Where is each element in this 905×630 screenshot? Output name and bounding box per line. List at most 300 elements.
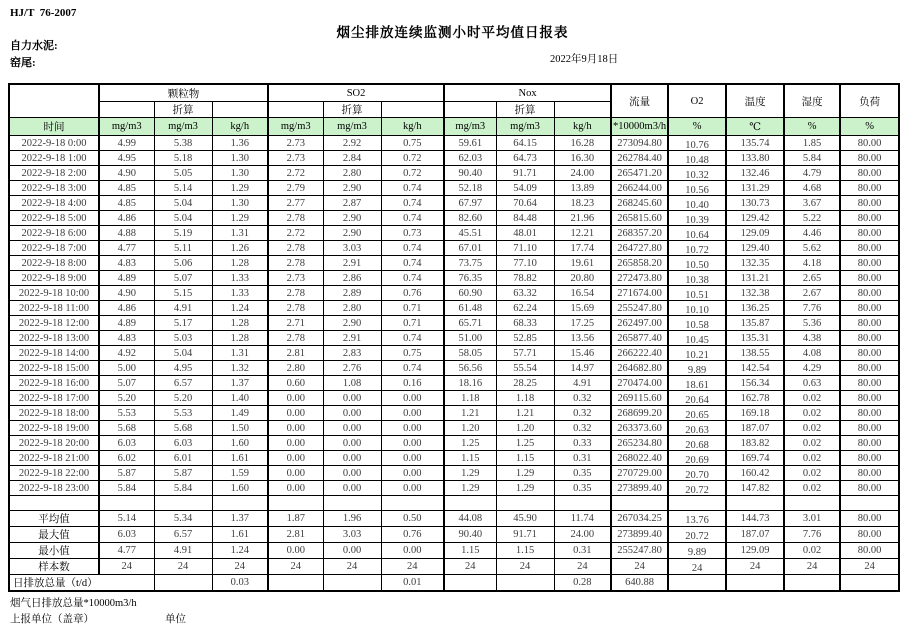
value-cell: 268357.20 [611, 226, 668, 241]
unit-header: mg/m3 [99, 118, 154, 136]
value-cell: 5.07 [154, 271, 212, 286]
value-cell: 265815.60 [611, 211, 668, 226]
value-cell: 10.64 [668, 226, 726, 241]
value-cell: 1.29 [496, 481, 554, 496]
value-cell: 1.15 [496, 451, 554, 466]
value-cell: 4.90 [99, 286, 154, 301]
value-cell: 2.73 [268, 136, 323, 151]
value-cell: 6.01 [154, 451, 212, 466]
spacer-cell [9, 496, 99, 511]
value-cell: 3.67 [784, 196, 840, 211]
value-cell: 0.00 [268, 391, 323, 406]
value-cell: 2.91 [323, 331, 381, 346]
value-cell [154, 575, 212, 592]
value-cell: 80.00 [840, 481, 899, 496]
value-cell: 0.00 [323, 406, 381, 421]
spacer-cell [840, 496, 899, 511]
value-cell: 84.48 [496, 211, 554, 226]
value-cell: 132.46 [726, 166, 784, 181]
value-cell: 80.00 [840, 271, 899, 286]
table-header [9, 84, 899, 136]
value-cell: 10.50 [668, 256, 726, 271]
table-row [9, 196, 899, 211]
group-humidity: 湿度 [784, 84, 840, 118]
value-cell: 1.24 [212, 543, 268, 559]
value-cell: 5.36 [784, 316, 840, 331]
value-cell: 80.00 [840, 527, 899, 543]
value-cell: 5.03 [154, 331, 212, 346]
group-nox: Nox [444, 84, 611, 102]
value-cell: 0.00 [381, 421, 444, 436]
unit-header: % [668, 118, 726, 136]
header-row-groups [9, 84, 899, 102]
value-cell: 1.15 [444, 543, 496, 559]
value-cell: 80.00 [840, 211, 899, 226]
value-cell: 131.21 [726, 271, 784, 286]
value-cell: 4.77 [99, 241, 154, 256]
value-cell: 17.74 [554, 241, 611, 256]
value-cell: 16.30 [554, 151, 611, 166]
value-cell: 183.82 [726, 436, 784, 451]
value-cell: 0.03 [212, 575, 268, 592]
flue-gas-total-label: 烟气日排放总量*10000m3/h [10, 598, 137, 609]
value-cell: 2.91 [323, 256, 381, 271]
value-cell: 90.40 [444, 527, 496, 543]
value-cell: 0.32 [554, 406, 611, 421]
group-pm: 颗粒物 [99, 84, 268, 102]
value-cell: 20.72 [668, 527, 726, 543]
value-cell: 0.00 [323, 466, 381, 481]
value-cell: 0.02 [784, 481, 840, 496]
value-cell: 24 [212, 559, 268, 575]
value-cell: 6.03 [99, 527, 154, 543]
value-cell: 59.61 [444, 136, 496, 151]
unit-header: *10000m3/h [611, 118, 668, 136]
value-cell: 90.40 [444, 166, 496, 181]
value-cell: 6.02 [99, 451, 154, 466]
value-cell: 268245.60 [611, 196, 668, 211]
spacer-cell [611, 496, 668, 511]
value-cell: 187.07 [726, 421, 784, 436]
value-cell: 73.75 [444, 256, 496, 271]
value-cell: 0.16 [381, 376, 444, 391]
unit-header: mg/m3 [496, 118, 554, 136]
value-cell: 1.37 [212, 376, 268, 391]
value-cell: 273094.80 [611, 136, 668, 151]
header-row-units [9, 118, 899, 136]
table-row [9, 136, 899, 151]
value-cell: 264682.80 [611, 361, 668, 376]
value-cell: 13.76 [668, 511, 726, 527]
value-cell: 0.00 [381, 436, 444, 451]
table-row [9, 271, 899, 286]
value-cell: 136.25 [726, 301, 784, 316]
value-cell: 20.69 [668, 451, 726, 466]
time-column-header: 时间 [9, 118, 99, 136]
value-cell: 0.00 [268, 406, 323, 421]
report-unit-label: 上报单位（盖章） [10, 614, 94, 625]
spacer-cell [212, 496, 268, 511]
value-cell: 80.00 [840, 316, 899, 331]
value-cell: 57.71 [496, 346, 554, 361]
unit-label: 单位 [165, 614, 186, 625]
value-cell: 138.55 [726, 346, 784, 361]
value-cell: 0.31 [554, 451, 611, 466]
value-cell: 52.85 [496, 331, 554, 346]
value-cell: 266222.40 [611, 346, 668, 361]
value-cell: 1.37 [212, 511, 268, 527]
value-cell: 1.08 [323, 376, 381, 391]
value-cell: 271674.00 [611, 286, 668, 301]
value-cell: 80.00 [840, 376, 899, 391]
value-cell: 24.00 [554, 166, 611, 181]
time-cell: 2022-9-18 5:00 [9, 211, 99, 226]
spacer-cell [784, 496, 840, 511]
value-cell: 5.05 [154, 166, 212, 181]
spacer-cell [154, 496, 212, 511]
value-cell: 267034.25 [611, 511, 668, 527]
value-cell: 4.77 [99, 543, 154, 559]
value-cell: 0.00 [323, 421, 381, 436]
table-row [9, 421, 899, 436]
time-cell: 2022-9-18 6:00 [9, 226, 99, 241]
table-row [9, 286, 899, 301]
value-cell: 5.87 [99, 466, 154, 481]
value-cell: 1.60 [212, 436, 268, 451]
spacer-row [9, 496, 899, 511]
value-cell: 62.24 [496, 301, 554, 316]
value-cell: 0.00 [268, 421, 323, 436]
value-cell: 0.75 [381, 136, 444, 151]
value-cell: 0.74 [381, 211, 444, 226]
value-cell: 24 [840, 559, 899, 575]
value-cell: 68.33 [496, 316, 554, 331]
value-cell: 0.02 [784, 466, 840, 481]
value-cell: 2.83 [323, 346, 381, 361]
group-temperature: 温度 [726, 84, 784, 118]
time-cell: 2022-9-18 20:00 [9, 436, 99, 451]
value-cell: 273899.40 [611, 527, 668, 543]
value-cell: 1.29 [444, 466, 496, 481]
value-cell: 5.04 [154, 196, 212, 211]
value-cell: 48.01 [496, 226, 554, 241]
value-cell: 67.01 [444, 241, 496, 256]
value-cell [268, 575, 323, 592]
value-cell: 80.00 [840, 466, 899, 481]
value-cell: 77.10 [496, 256, 554, 271]
value-cell: 0.00 [268, 451, 323, 466]
value-cell: 131.29 [726, 181, 784, 196]
value-cell: 255247.80 [611, 543, 668, 559]
kiln-label: 窑尾: [10, 57, 36, 69]
value-cell: 0.00 [323, 391, 381, 406]
value-cell: 187.07 [726, 527, 784, 543]
time-cell: 2022-9-18 0:00 [9, 136, 99, 151]
value-cell: 5.68 [99, 421, 154, 436]
value-cell: 28.25 [496, 376, 554, 391]
value-cell: 10.76 [668, 136, 726, 151]
value-cell: 1.31 [212, 226, 268, 241]
value-cell: 80.00 [840, 346, 899, 361]
value-cell: 269115.60 [611, 391, 668, 406]
value-cell: 1.18 [496, 391, 554, 406]
value-cell: 1.33 [212, 271, 268, 286]
time-cell: 2022-9-18 12:00 [9, 316, 99, 331]
time-cell: 2022-9-18 4:00 [9, 196, 99, 211]
value-cell: 1.33 [212, 286, 268, 301]
value-cell: 255247.80 [611, 301, 668, 316]
value-cell: 10.10 [668, 301, 726, 316]
value-cell: 2.81 [268, 346, 323, 361]
value-cell: 80.00 [840, 286, 899, 301]
value-cell [668, 575, 726, 592]
value-cell: 56.56 [444, 361, 496, 376]
summary-row [9, 511, 899, 527]
value-cell: 156.34 [726, 376, 784, 391]
value-cell: 4.38 [784, 331, 840, 346]
pm-conversion-label: 折算 [154, 102, 212, 118]
value-cell: 10.58 [668, 316, 726, 331]
value-cell: 1.32 [212, 361, 268, 376]
value-cell: 4.79 [784, 166, 840, 181]
value-cell: 2.90 [323, 181, 381, 196]
value-cell: 1.20 [444, 421, 496, 436]
value-cell: 24 [726, 559, 784, 575]
value-cell: 4.95 [99, 151, 154, 166]
value-cell: 10.40 [668, 196, 726, 211]
value-cell: 4.89 [99, 316, 154, 331]
table-row [9, 166, 899, 181]
time-cell: 2022-9-18 19:00 [9, 421, 99, 436]
value-cell: 5.84 [154, 481, 212, 496]
value-cell: 0.00 [268, 481, 323, 496]
value-cell: 24 [154, 559, 212, 575]
value-cell: 0.33 [554, 436, 611, 451]
value-cell: 24 [668, 559, 726, 575]
value-cell: 63.32 [496, 286, 554, 301]
value-cell: 129.09 [726, 226, 784, 241]
value-cell: 0.00 [323, 451, 381, 466]
nox-conversion-label: 折算 [496, 102, 554, 118]
value-cell: 5.00 [99, 361, 154, 376]
value-cell: 1.29 [444, 481, 496, 496]
unit-header: kg/h [554, 118, 611, 136]
value-cell: 130.73 [726, 196, 784, 211]
company-label: 自力水泥: [10, 40, 58, 52]
value-cell: 91.71 [496, 166, 554, 181]
value-cell: 0.02 [784, 436, 840, 451]
value-cell: 1.36 [212, 136, 268, 151]
value-cell: 0.74 [381, 271, 444, 286]
value-cell: 15.46 [554, 346, 611, 361]
value-cell: 13.89 [554, 181, 611, 196]
value-cell: 3.01 [784, 511, 840, 527]
value-cell: 1.21 [444, 406, 496, 421]
value-cell: 2.78 [268, 331, 323, 346]
value-cell: 0.02 [784, 451, 840, 466]
spacer-cell [99, 496, 154, 511]
value-cell: 80.00 [840, 166, 899, 181]
value-cell: 142.54 [726, 361, 784, 376]
value-cell: 4.86 [99, 301, 154, 316]
table-row [9, 226, 899, 241]
value-cell: 0.00 [381, 406, 444, 421]
value-cell: 61.48 [444, 301, 496, 316]
value-cell: 18.61 [668, 376, 726, 391]
value-cell: 169.18 [726, 406, 784, 421]
value-cell: 268699.20 [611, 406, 668, 421]
value-cell: 0.00 [381, 481, 444, 496]
value-cell: 5.18 [154, 151, 212, 166]
value-cell [784, 575, 840, 592]
value-cell: 0.50 [381, 511, 444, 527]
value-cell: 5.84 [99, 481, 154, 496]
value-cell: 160.42 [726, 466, 784, 481]
value-cell: 71.10 [496, 241, 554, 256]
table-row [9, 436, 899, 451]
value-cell: 263373.60 [611, 421, 668, 436]
value-cell: 12.21 [554, 226, 611, 241]
value-cell: 2.78 [268, 301, 323, 316]
value-cell: 2.78 [268, 211, 323, 226]
value-cell: 1.30 [212, 166, 268, 181]
value-cell: 5.68 [154, 421, 212, 436]
value-cell: 135.74 [726, 136, 784, 151]
value-cell: 6.57 [154, 527, 212, 543]
value-cell: 5.20 [154, 391, 212, 406]
value-cell: 2.76 [323, 361, 381, 376]
daily-total-row [9, 575, 899, 592]
value-cell: 52.18 [444, 181, 496, 196]
value-cell: 264727.80 [611, 241, 668, 256]
value-cell: 262497.00 [611, 316, 668, 331]
value-cell: 5.53 [154, 406, 212, 421]
value-cell: 270729.00 [611, 466, 668, 481]
value-cell: 6.03 [154, 436, 212, 451]
value-cell: 4.68 [784, 181, 840, 196]
value-cell: 15.69 [554, 301, 611, 316]
value-cell: 1.61 [212, 451, 268, 466]
value-cell: 80.00 [840, 436, 899, 451]
value-cell: 2.71 [268, 316, 323, 331]
value-cell: 4.89 [99, 271, 154, 286]
value-cell: 262784.40 [611, 151, 668, 166]
value-cell: 0.71 [381, 301, 444, 316]
value-cell: 5.19 [154, 226, 212, 241]
summary-label: 最大值 [9, 527, 99, 543]
value-cell: 5.04 [154, 346, 212, 361]
value-cell: 5.14 [154, 181, 212, 196]
value-cell: 162.78 [726, 391, 784, 406]
value-cell: 16.54 [554, 286, 611, 301]
report-date: 2022年9月18日 [550, 54, 619, 65]
value-cell: 1.60 [212, 481, 268, 496]
value-cell: 80.00 [840, 226, 899, 241]
table-row [9, 301, 899, 316]
value-cell: 10.51 [668, 286, 726, 301]
value-cell: 0.00 [268, 543, 323, 559]
value-cell: 144.73 [726, 511, 784, 527]
value-cell: 10.72 [668, 241, 726, 256]
value-cell: 1.59 [212, 466, 268, 481]
time-cell: 2022-9-18 23:00 [9, 481, 99, 496]
value-cell: 80.00 [840, 301, 899, 316]
time-cell: 2022-9-18 16:00 [9, 376, 99, 391]
value-cell: 1.18 [444, 391, 496, 406]
time-cell: 2022-9-18 14:00 [9, 346, 99, 361]
value-cell: 1.20 [496, 421, 554, 436]
value-cell: 20.65 [668, 406, 726, 421]
value-cell: 0.02 [784, 391, 840, 406]
value-cell: 2.78 [268, 286, 323, 301]
value-cell: 10.48 [668, 151, 726, 166]
value-cell: 5.04 [154, 211, 212, 226]
value-cell: 4.92 [99, 346, 154, 361]
value-cell: 0.73 [381, 226, 444, 241]
value-cell: 5.53 [99, 406, 154, 421]
value-cell: 133.80 [726, 151, 784, 166]
value-cell: 21.96 [554, 211, 611, 226]
value-cell: 3.03 [323, 527, 381, 543]
so2-conversion-label: 折算 [323, 102, 381, 118]
value-cell: 20.80 [554, 271, 611, 286]
value-cell: 2.92 [323, 136, 381, 151]
value-cell: 0.00 [268, 436, 323, 451]
value-cell: 10.21 [668, 346, 726, 361]
table-row [9, 151, 899, 166]
value-cell: 5.17 [154, 316, 212, 331]
value-cell: 0.00 [323, 436, 381, 451]
value-cell: 0.63 [784, 376, 840, 391]
value-cell: 169.74 [726, 451, 784, 466]
table-row [9, 466, 899, 481]
value-cell: 10.39 [668, 211, 726, 226]
value-cell: 0.00 [323, 543, 381, 559]
value-cell: 273899.40 [611, 481, 668, 496]
value-cell: 0.00 [381, 466, 444, 481]
value-cell: 1.61 [212, 527, 268, 543]
value-cell: 1.28 [212, 316, 268, 331]
unit-header: % [784, 118, 840, 136]
group-flow: 流量 [611, 84, 668, 118]
table-row [9, 256, 899, 271]
value-cell: 5.62 [784, 241, 840, 256]
value-cell: 2.80 [268, 361, 323, 376]
spacer-cell [554, 496, 611, 511]
time-cell: 2022-9-18 15:00 [9, 361, 99, 376]
table-row [9, 376, 899, 391]
value-cell [726, 575, 784, 592]
table-row [9, 316, 899, 331]
value-cell: 270474.00 [611, 376, 668, 391]
value-cell: 80.00 [840, 241, 899, 256]
value-cell: 6.03 [99, 436, 154, 451]
value-cell: 3.03 [323, 241, 381, 256]
value-cell: 129.09 [726, 543, 784, 559]
value-cell: 5.11 [154, 241, 212, 256]
spacer-cell [381, 496, 444, 511]
value-cell: 67.97 [444, 196, 496, 211]
unit-header: mg/m3 [444, 118, 496, 136]
value-cell: 4.90 [99, 166, 154, 181]
value-cell: 11.74 [554, 511, 611, 527]
value-cell: 0.71 [381, 316, 444, 331]
table-row [9, 241, 899, 256]
value-cell: 2.90 [323, 316, 381, 331]
unit-header: kg/h [381, 118, 444, 136]
group-o2: O2 [668, 84, 726, 118]
value-cell: 4.95 [154, 361, 212, 376]
